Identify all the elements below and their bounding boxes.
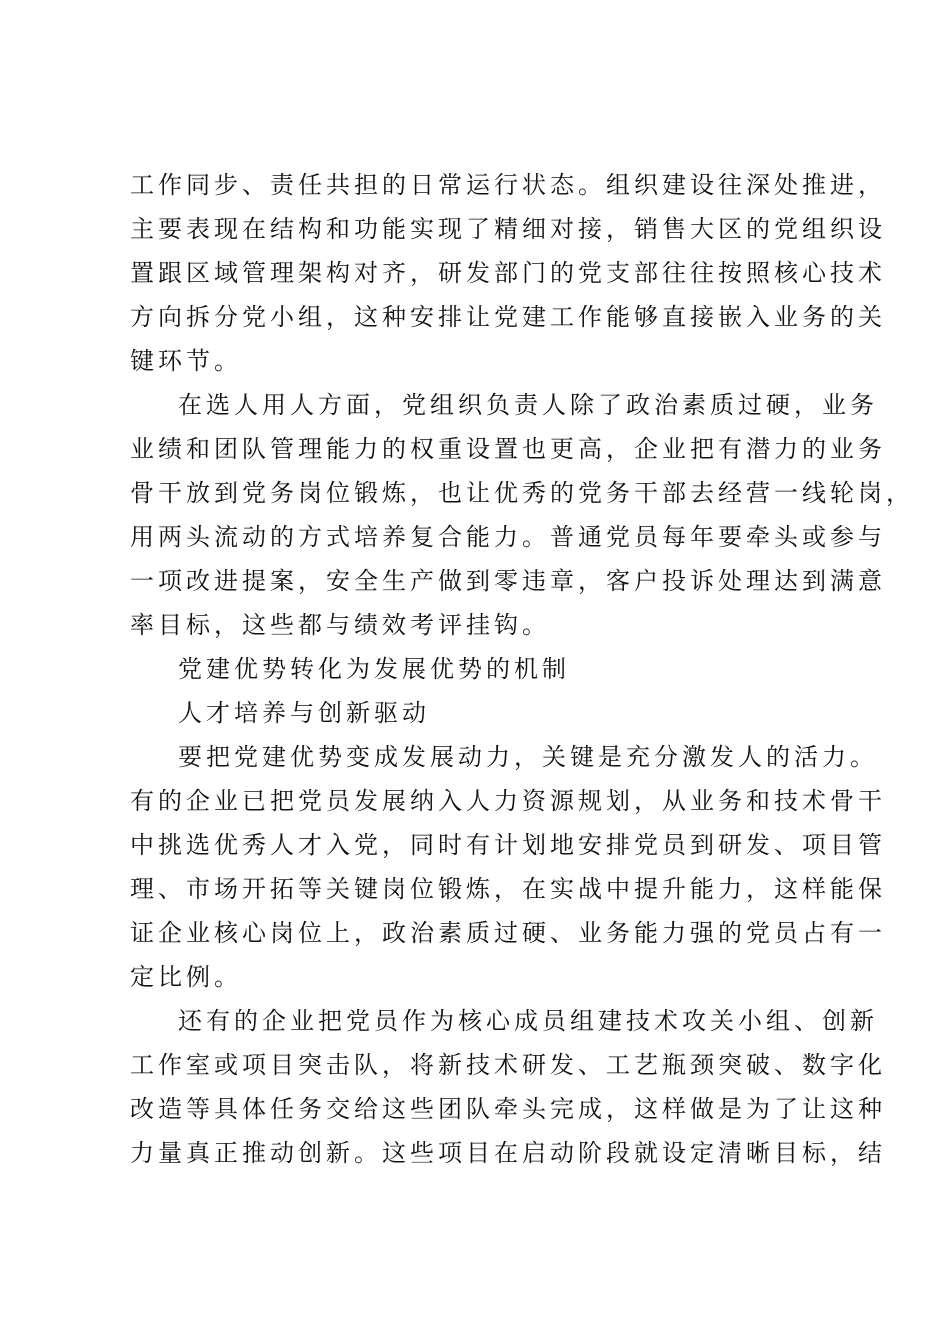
paragraph-line: 业绩和团队管理能力的权重设置也更高，企业把有潜力的业务 bbox=[130, 435, 886, 463]
paragraph-line: 骨干放到党务岗位锻炼，也让优秀的党务干部去经营一线轮岗， bbox=[130, 479, 914, 507]
subsection-heading: 人才培养与创新驱动 bbox=[178, 699, 430, 727]
paragraph-line: 定比例。 bbox=[130, 963, 242, 991]
paragraph-line: 一项改进提案，安全生产做到零违章，客户投诉处理达到满意 bbox=[130, 567, 886, 595]
paragraph-line: 改造等具体任务交给这些团队牵头完成，这样做是为了让这种 bbox=[130, 1095, 886, 1123]
paragraph-first-line: 还有的企业把党员作为核心成员组建技术攻关小组、创新 bbox=[178, 1007, 878, 1035]
paragraph-line: 工作室或项目突击队，将新技术研发、工艺瓶颈突破、数字化 bbox=[130, 1051, 886, 1079]
paragraph-first-line: 在选人用人方面，党组织负责人除了政治素质过硬，业务 bbox=[178, 391, 878, 419]
paragraph-line: 理、市场开拓等关键岗位锻炼，在实战中提升能力，这样能保 bbox=[130, 875, 886, 903]
paragraph-line: 工作同步、责任共担的日常运行状态。组织建设往深处推进， bbox=[130, 171, 886, 199]
paragraph-line: 键环节。 bbox=[130, 347, 242, 375]
paragraph-line: 置跟区域管理架构对齐，研发部门的党支部往往按照核心技术 bbox=[130, 259, 886, 287]
paragraph-line: 率目标，这些都与绩效考评挂钩。 bbox=[130, 611, 550, 639]
paragraph-line: 有的企业已把党员发展纳入人力资源规划，从业务和技术骨干 bbox=[130, 787, 886, 815]
paragraph-line: 方向拆分党小组，这种安排让党建工作能够直接嵌入业务的关 bbox=[130, 303, 886, 331]
paragraph-line: 用两头流动的方式培养复合能力。普通党员每年要牵头或参与 bbox=[130, 523, 886, 551]
paragraph-line: 力量真正推动创新。这些项目在启动阶段就设定清晰目标，结 bbox=[130, 1139, 886, 1167]
paragraph-line: 主要表现在结构和功能实现了精细对接，销售大区的党组织设 bbox=[130, 215, 886, 243]
section-heading: 党建优势转化为发展优势的机制 bbox=[178, 655, 570, 683]
paragraph-line: 中挑选优秀人才入党，同时有计划地安排党员到研发、项目管 bbox=[130, 831, 886, 859]
paragraph-line: 证企业核心岗位上，政治素质过硬、业务能力强的党员占有一 bbox=[130, 919, 886, 947]
paragraph-first-line: 要把党建优势变成发展动力，关键是充分激发人的活力。 bbox=[178, 743, 878, 771]
